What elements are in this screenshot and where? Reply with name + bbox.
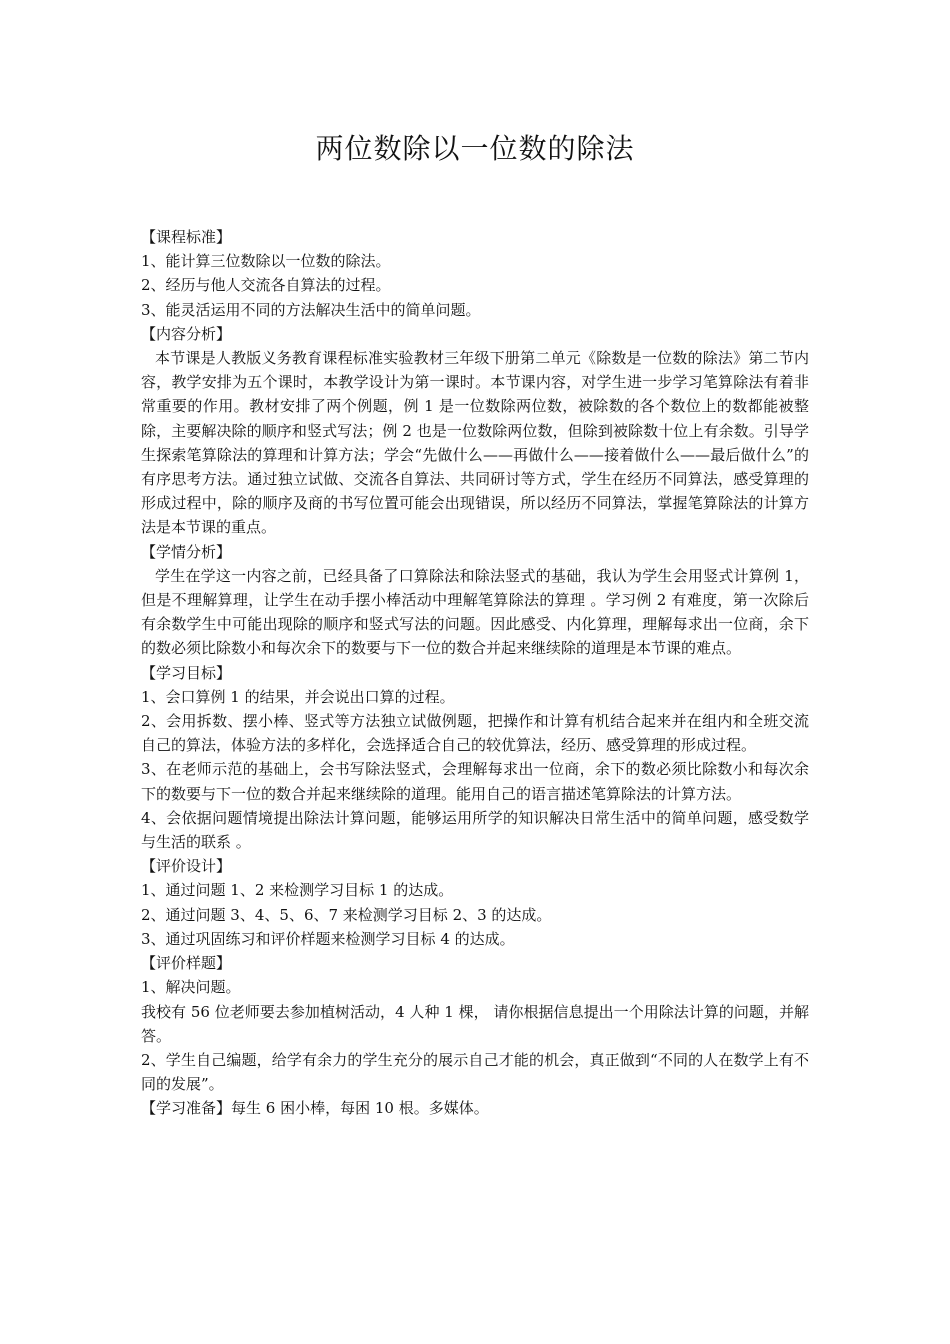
sample-question-1-text: 我校有 56 位老师要去参加植树活动，4 人种 1 棵， 请你根据信息提出一个用除法计算的问题，并解答。 — [141, 1002, 809, 1045]
section-heading-standard: 【课程标准】 — [141, 228, 232, 246]
objective-item-2: 2、会用拆数、摆小棒、竖式等方法独立试做例题，把操作和计算有机结合起来并在组内和全班交流自己的算法，体验方法的多样化，会选择适合自己的较优算法，经历、感受算理的形成过程。 — [141, 712, 809, 755]
objective-item-1: 1、会口算例 1 的结果，并会说出口算的过程。 — [141, 687, 455, 706]
evaluation-item-2: 2、通过问题 3、4、5、6、7 来检测学习目标 2、3 的达成。 — [141, 905, 552, 924]
sample-question-2-text: 2、学生自己编题，给学有余力的学生充分的展示自己才能的机会，真正做到“不同的人在数学上有不同的发展”。 — [141, 1050, 809, 1094]
learner-analysis-paragraph: 学生在学这一内容之前，已经具备了口算除法和除法竖式的基础，我认为学生会用竖式计算例 1，但是不理解算理，让学生在动手摆小棒活动中理解笔算除法的算理 。学习例 2 有难度，第一次除后有余数学生中可能出现除的顺序和竖式写法的问题。因此感受、内化算理，理解每求出一位商，余下的数必须比除数小和每次余下的数要与下一位的数合并起来继续除的道理是本节课的难点。 — [141, 566, 809, 658]
document-body — [141, 225, 809, 1121]
section-heading-sample-questions: 【评价样题】 — [141, 954, 232, 973]
preparation-text: 每生 6 困小棒，每困 10 根。多媒体。 — [231, 1099, 489, 1118]
section-heading-content-analysis: 【内容分析】 — [141, 324, 232, 343]
standard-item-2: 2、经历与他人交流各自算法的过程。 — [141, 276, 391, 295]
objective-item-4: 4、会依据问题情境提出除法计算问题，能够运用所学的知识解决日常生活中的简单问题，感受数学与生活的联系 。 — [141, 808, 809, 852]
section-heading-preparation: 【学习准备】 — [141, 1099, 232, 1118]
sample-question-1-label: 1、解决问题。 — [141, 978, 241, 997]
content-analysis-paragraph: 本节课是人教版义务教育课程标准实验教材三年级下册第二单元《除数是一位数的除法》第二节内容，教学安排为五个课时，本教学设计为第一课时。本节课内容，对学生进一步学习笔算除法有着非常重要的作用。教材安排了两个例题，例 1 是一位数除两位数，被除数的各个数位上的数都能被整除，主要解决除的顺序和竖式写法；例 2 也是一位数除两位数，但除到被除数十位上有余数。引导学生探索笔算除法的算理和计算方法；学会“先做什么——再做什么——接着做什么——最后做什么”的有序思考方法。通过独立试做、交流各自算法、共同研讨等方式，学生在经历不同算法，感受算理的形成过程中，除的顺序及商的书写位置可能会出现错误，所以经历不同算法，掌握笔算除法的计算方法是本节课的重点。 — [141, 349, 809, 537]
evaluation-item-3: 3、通过巩固练习和评价样题来检测学习目标 4 的达成。 — [141, 929, 515, 948]
section-heading-evaluation-design: 【评价设计】 — [141, 857, 232, 876]
evaluation-item-1: 1、通过问题 1、2 来检测学习目标 1 的达成。 — [141, 881, 454, 900]
section-heading-objectives: 【学习目标】 — [141, 663, 232, 682]
standard-item-3: 3、能灵活运用不同的方法解决生活中的简单问题。 — [141, 300, 481, 319]
preparation-line — [141, 1096, 809, 1120]
section-heading-learner-analysis: 【学情分析】 — [141, 542, 232, 561]
standard-item-1: 1、能计算三位数除以一位数的除法。 — [141, 252, 391, 271]
objective-item-3: 3、在老师示范的基础上，会书写除法竖式，会理解每求出一位商，余下的数必须比除数小和每次余下的数要与下一位的数合并起来继续除的道理。能用自己的语言描述笔算除法的计算方法。 — [141, 760, 809, 803]
document-title: 两位数除以一位数的除法 — [315, 132, 635, 165]
